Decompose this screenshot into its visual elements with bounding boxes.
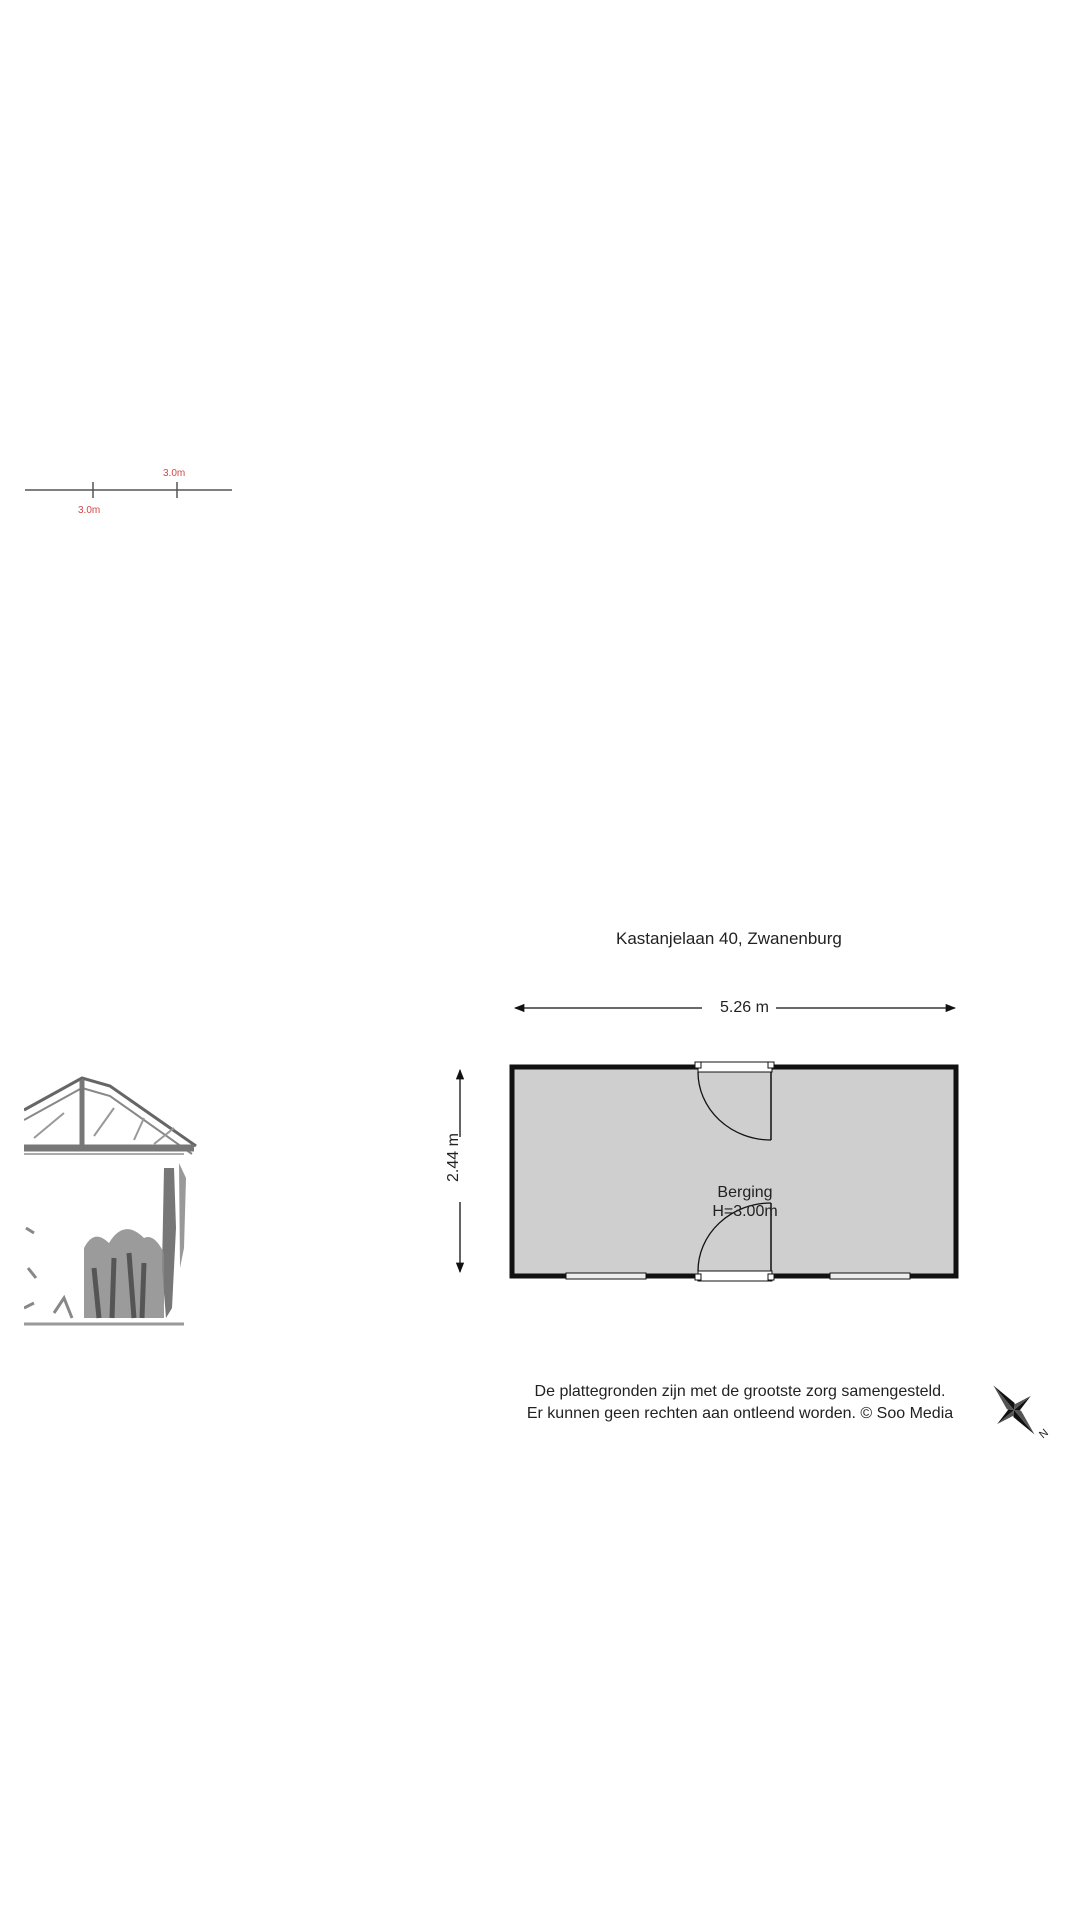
room-name: Berging bbox=[717, 1184, 773, 1201]
compass-rose-icon bbox=[978, 1374, 1058, 1454]
disclaimer-line-2: Er kunnen geen rechten aan ontleend worden. © Soo Media bbox=[526, 1405, 954, 1422]
compass-north-label: N bbox=[1037, 1426, 1051, 1442]
disclaimer-line-1: De plattegronden zijn met de grootste zorg samengesteld. bbox=[534, 1383, 946, 1400]
scale-label-top: 3.0m bbox=[163, 468, 186, 479]
scale-label-bottom: 3.0m bbox=[78, 505, 101, 516]
room-berging bbox=[512, 1067, 956, 1276]
window-right bbox=[830, 1273, 910, 1279]
room-height: H=3.00m bbox=[712, 1203, 778, 1220]
height-label: 2.44 m bbox=[445, 1133, 462, 1182]
house-sketch-icon bbox=[24, 1068, 204, 1338]
disclaimer bbox=[500, 1381, 980, 1425]
width-label: 5.26 m bbox=[720, 999, 769, 1016]
scale-bar bbox=[20, 460, 240, 520]
floor-plan bbox=[440, 990, 980, 1310]
address-title: Kastanjelaan 40, Zwanenburg bbox=[616, 929, 842, 948]
window-left bbox=[566, 1273, 646, 1279]
